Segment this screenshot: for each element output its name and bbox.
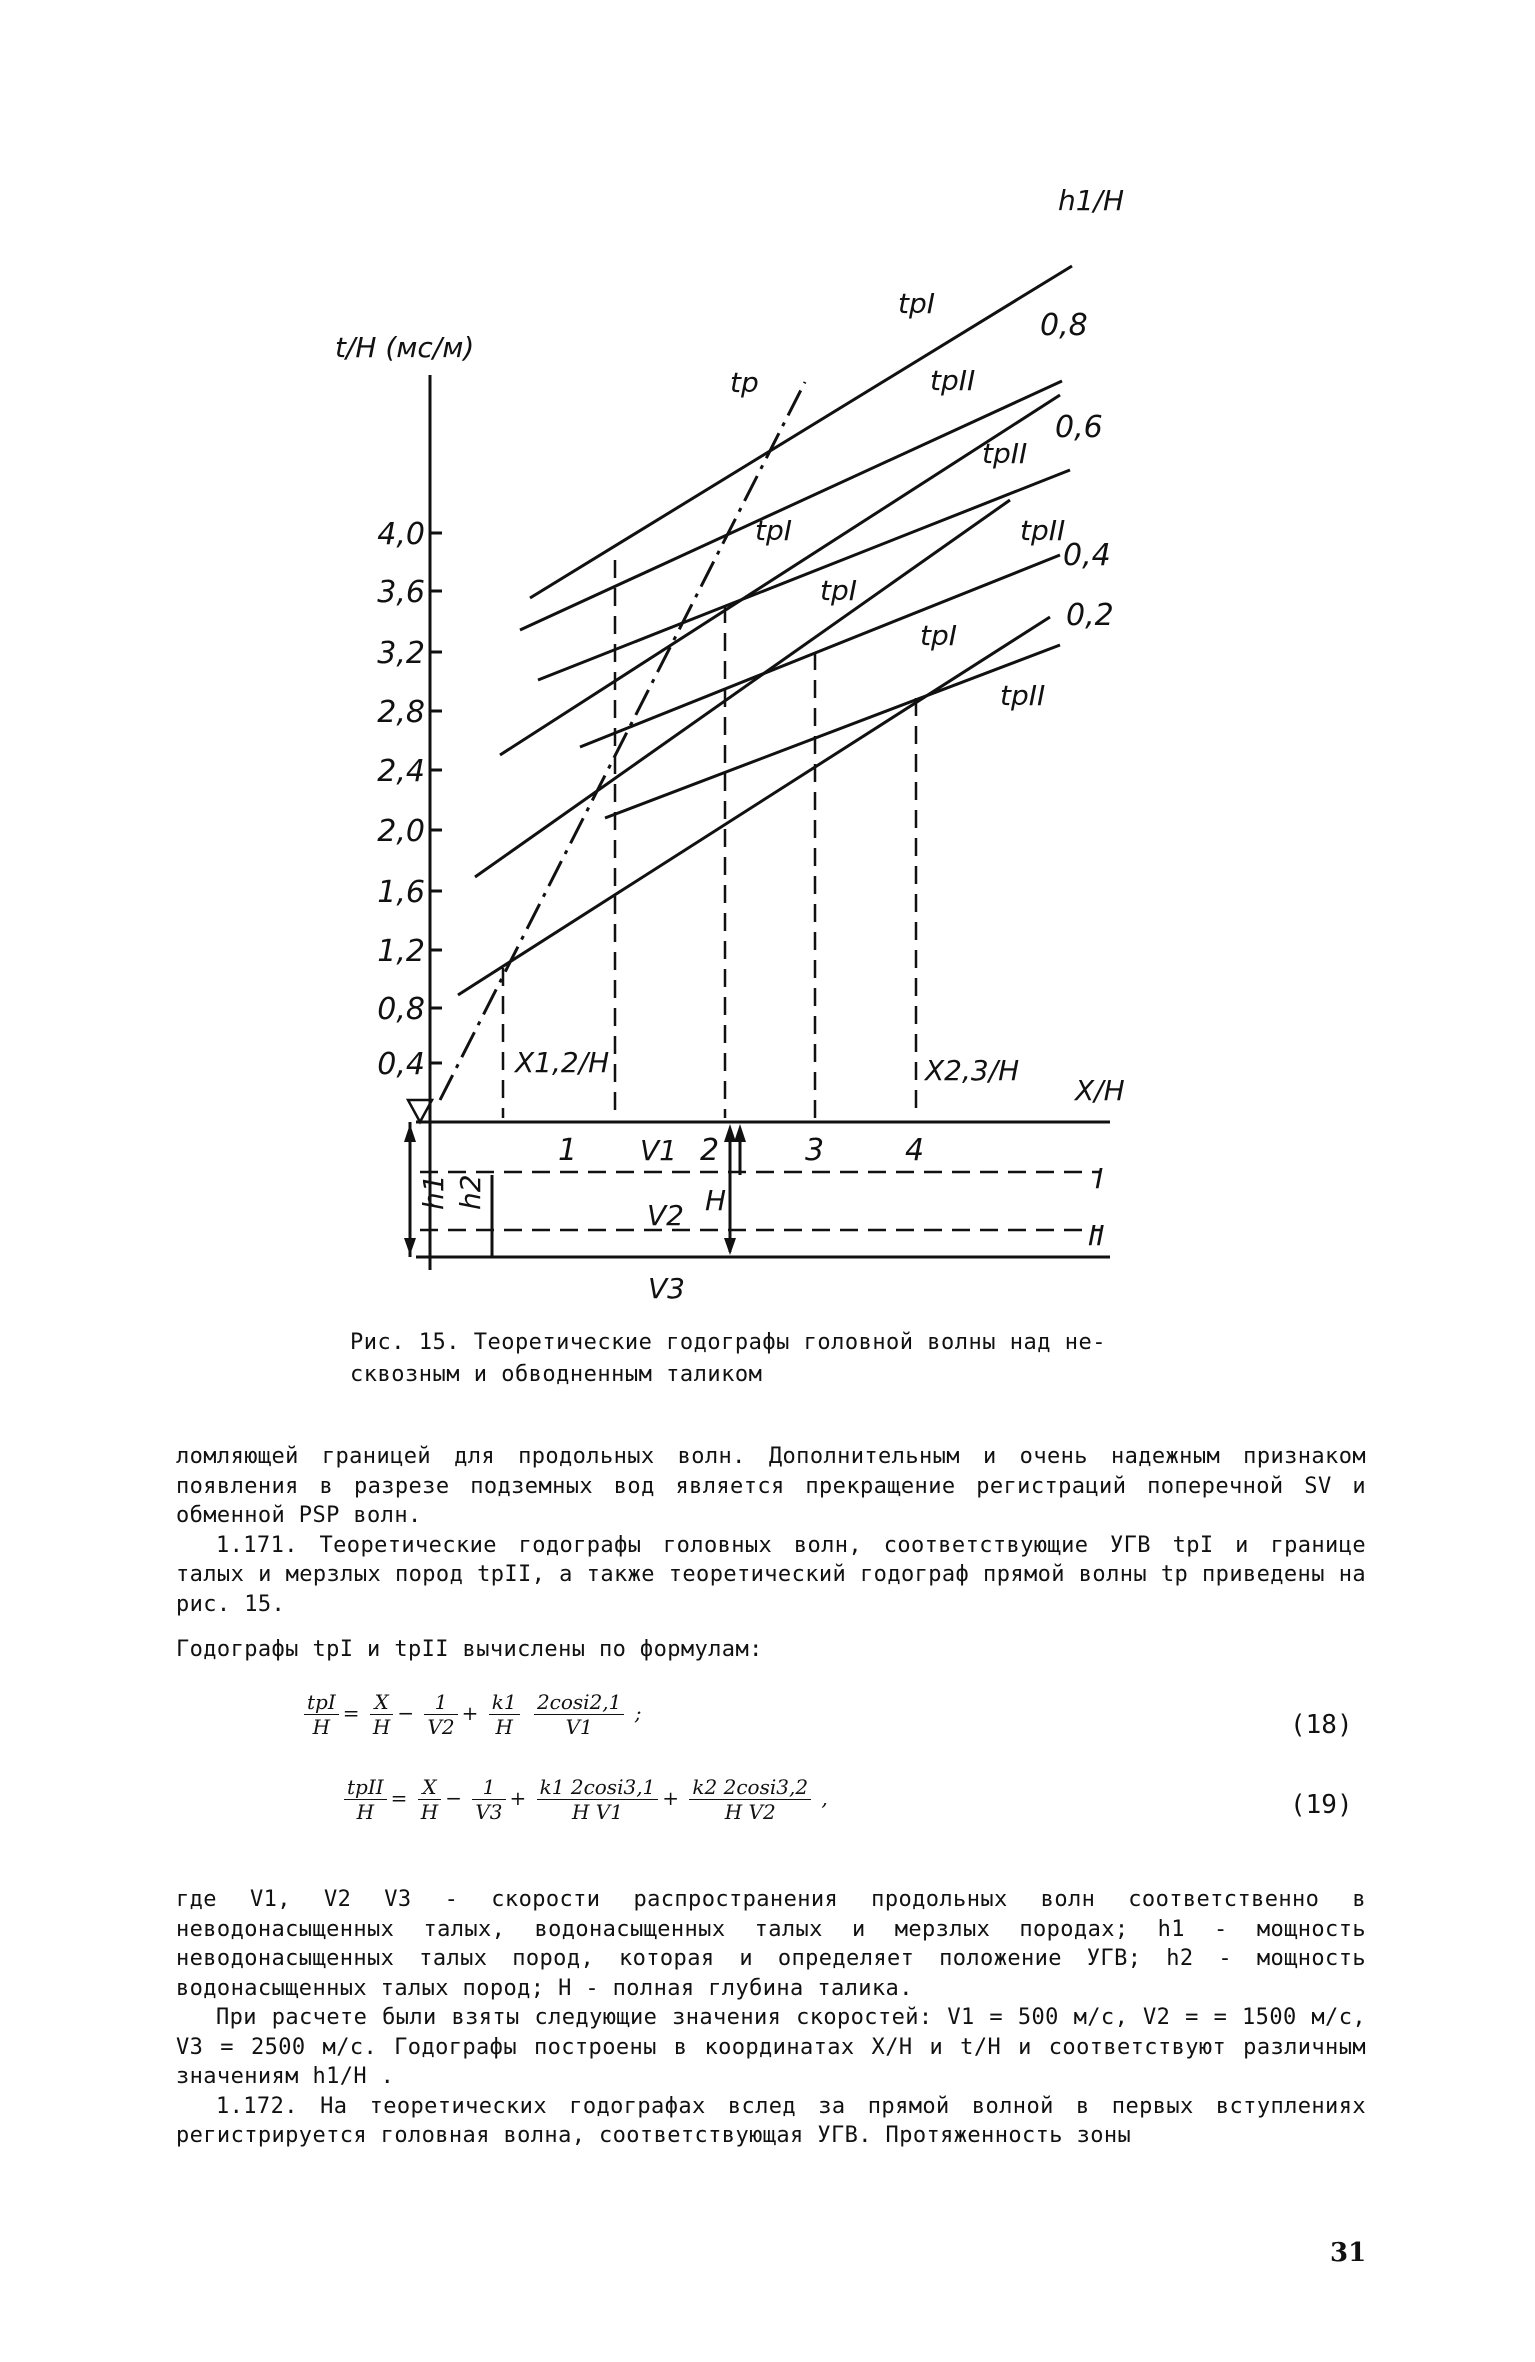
- y-tick-label: 0,8: [377, 992, 425, 1027]
- x23-label: X2,3/H: [925, 1054, 1020, 1087]
- x-tick-label: 3: [805, 1133, 825, 1168]
- boundary-I-label: I: [1095, 1162, 1104, 1195]
- paragraph: 1.172. На теоретических годографах вслед за прямой волной в первых вступлениях регистрируется головная волна, соответствующая УГВ. Протяженность зоны: [176, 2093, 1366, 2148]
- y-axis-label: t/H (мс/м): [335, 331, 475, 364]
- paragraph: 1.171. Теоретические годографы головных волн, соответствующие УГВ tpI и границе талых и мерзлых пород tpII, а также теоретический годограф прямой волны tp приведены на рис. 15.: [176, 1532, 1366, 1617]
- tpII-label: tpII: [930, 364, 976, 397]
- body-text-bottom: [176, 1885, 1366, 2151]
- x-tick-label: 4: [905, 1133, 925, 1168]
- tp-label: tp: [730, 366, 759, 399]
- tpII-label: tpII: [1000, 679, 1046, 712]
- tpI-line-0.4: [475, 500, 1010, 877]
- y-tick-label: 2,0: [377, 814, 425, 849]
- x-tick-label: 2: [700, 1133, 720, 1168]
- figure-caption: Рис. 15. Теоретические годографы головной волны над не- сквозным и обводненным таликом: [350, 1330, 1106, 1387]
- paragraph: Годографы tpI и tpII вычислены по формулам:: [176, 1637, 763, 1662]
- ratio-label: 0,8: [1040, 308, 1088, 343]
- v3-label: V3: [648, 1272, 685, 1300]
- y-tick-label: 2,8: [377, 695, 425, 730]
- tpII-label: tpII: [1020, 514, 1066, 547]
- y-tick-label: 1,6: [377, 875, 425, 910]
- ratio-label: 0,4: [1063, 538, 1111, 573]
- body-text-top: [176, 1442, 1366, 1665]
- h1-H-label: h1/H: [1058, 184, 1125, 217]
- tpI-label: tpI: [755, 514, 793, 547]
- y-tick-label: 4,0: [377, 517, 425, 552]
- y-tick-label: 3,2: [377, 636, 425, 671]
- equation-number-19: (19): [1290, 1790, 1353, 1820]
- tpI-line-0.6: [500, 395, 1060, 755]
- ratio-label: 0,2: [1066, 598, 1114, 633]
- equation-number-18: (18): [1290, 1710, 1353, 1740]
- x12-label: X1,2/H: [515, 1046, 610, 1079]
- ratio-label: 0,6: [1055, 410, 1103, 445]
- v1-label: V1: [640, 1134, 677, 1167]
- tpII-label: tpII: [982, 437, 1028, 470]
- tpI-label: tpI: [898, 287, 936, 320]
- tpII-line-0.2: [605, 645, 1060, 818]
- formula-19: $\frac{\text{tpII}}{H}$ = $\frac{X}{H}$ − $\frac{1}{V3}$ + $\frac{k1 2\cos i3,1}{\text{H V1}}$ + $\frac{k2 2\cos i3,2}{\text{H V2}}$ ,: [340, 1775, 828, 1824]
- tpI-label: tpI: [920, 619, 958, 652]
- x-axis-label: X/H: [1075, 1074, 1125, 1107]
- formula-18: $\frac{\text{tpI}}{H}$ = $\frac{X}{H}$ − $\frac{1}{V2}$ + $\frac{k1}{H}$ $\frac{2\cos i2,1}{V1}$ ;: [300, 1690, 642, 1739]
- boundary-II-label: II: [1088, 1219, 1105, 1252]
- y-tick-label: 1,2: [377, 934, 425, 969]
- tpI-label: tpI: [820, 574, 858, 607]
- H-label: H: [705, 1184, 727, 1217]
- tpII-line-0.6: [538, 470, 1070, 680]
- tp-curve: [440, 382, 805, 1100]
- paragraph: При расчете были взяты следующие значения скоростей: V1 = 500 м/с, V2 = = 1500 м/с, V3 = 2500 м/с. Годографы построены в координатах X/H и t/H и соответствуют различным значениям h1/H .: [176, 2005, 1366, 2089]
- v2-label: V2: [647, 1199, 684, 1232]
- x-tick-label: 1: [558, 1133, 578, 1168]
- tpI-line-0.2: [458, 617, 1050, 995]
- y-tick-label: 0,4: [377, 1047, 425, 1082]
- page-number: 31: [1330, 2238, 1367, 2268]
- tpI-line-0.8: [530, 266, 1072, 598]
- h2-label: h2: [454, 1174, 487, 1210]
- y-tick-label: 3,6: [377, 575, 425, 610]
- paragraph: ломляющей границей для продольных волн. Дополнительным и очень надежным признаком появления в разрезе подземных вод является прекращение регистраций поперечной SV и обменной PSP волн.: [176, 1444, 1366, 1528]
- paragraph: где V1, V2 V3 - скорости распространения продольных волн соответственно в неводонасыщенных талых, водонасыщенных талых и мерзлых породах; h1 - мощность неводонасыщенных талых пород, которая и определяет положение УГВ; h2 - мощность водонасыщенных талых пород; H - полная глубина талика.: [176, 1887, 1366, 2001]
- h1-label: h1: [417, 1174, 450, 1210]
- y-tick-label: 2,4: [377, 754, 425, 789]
